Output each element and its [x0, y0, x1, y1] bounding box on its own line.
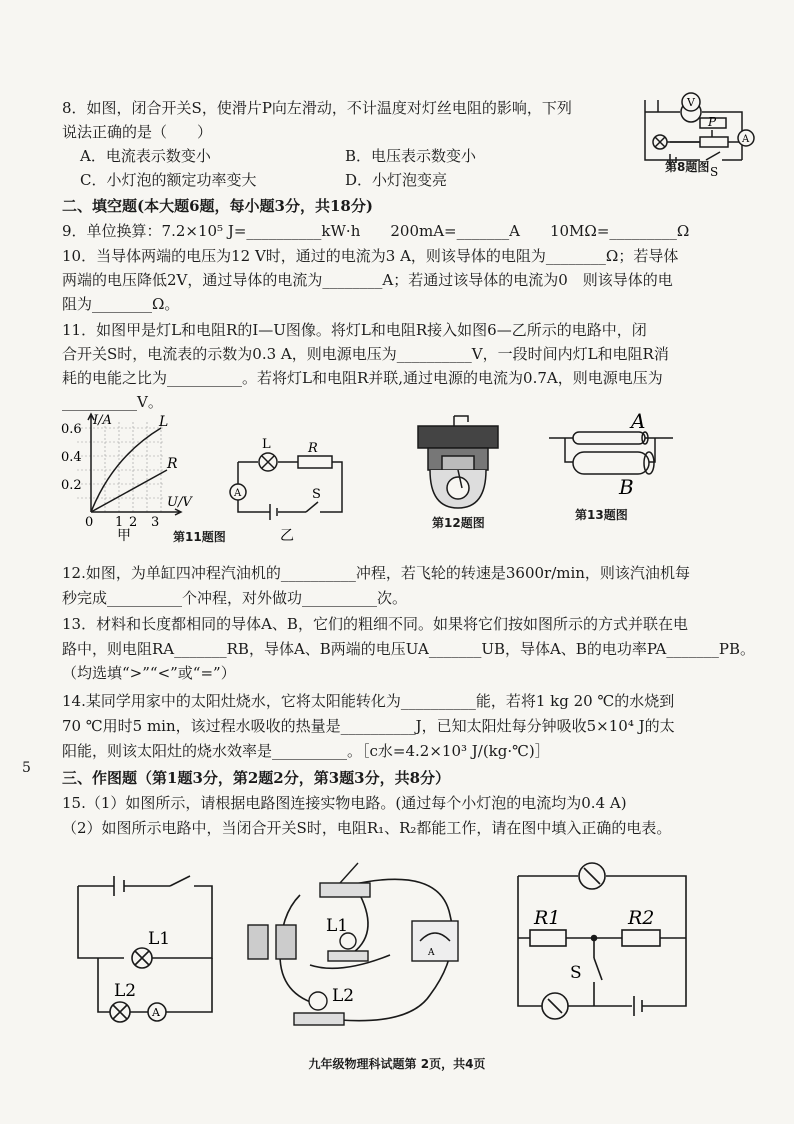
q12-line1: 12.如图，为单缸四冲程汽油机的__________冲程，若飞轮的转速是3600r/min，则该汽油机每 [62, 564, 690, 582]
q13-conductor-figure [545, 408, 675, 498]
q8-stem-line1: 8．如图，闭合开关S，使滑片P向左滑动，不计温度对灯丝电阻的影响，下列 [62, 99, 572, 117]
q15-fig1-l2-label: L2 [114, 981, 137, 1001]
q14-line2: 70 ℃用时5 min，该过程水吸收的热量是__________J，已知太阳灶每分钟吸收5×10⁴ J的太 [62, 717, 675, 735]
section-3-heading: 三、作图题（第1题3分，第2题2分，第3题3分，共8分） [62, 769, 451, 787]
q13-label-a: A [631, 409, 646, 433]
section-2-heading: 二、填空题(本大题6题，每小题3分，共18分) [62, 197, 373, 215]
q15-part2: （2）如图所示电路中，当闭合开关S时，电阻R₁、R₂都能工作，请在图中填入正确的电表。 [62, 819, 672, 837]
q14-line1: 14.某同学用家中的太阳灶烧水，它将太阳能转化为__________能，若将1 kg 20 ℃的水烧到 [62, 692, 675, 710]
q10-line3: 阻为________Ω。 [62, 295, 180, 313]
q11-x-tick: 2 [129, 515, 138, 530]
q11-x-tick: 0 [85, 515, 94, 530]
q11-x-tick: 3 [151, 515, 160, 530]
q13-label-b: B [619, 475, 634, 498]
q11-circuit-resistor-label: R [308, 441, 318, 456]
q13-line2: 路中，则电阻RA_______RB，导体A、B两端的电压UA_______UB，导体A、B的电功率PA_______PB。 [62, 640, 755, 658]
q8-figure-caption: 第8题图 [665, 160, 710, 174]
q15-fig1-l1-label: L1 [148, 929, 171, 949]
q11-y-tick: 0.2 [61, 478, 82, 493]
q13-line3: （均选填“>”“<”或“=”） [62, 664, 236, 682]
q11-x-axis-title: U/V [167, 495, 192, 510]
q11-line2: 合开关S时，电流表的示数为0.3 A，则电源电压为__________V，一段时间内灯L和电阻R消 [62, 345, 669, 363]
q11-circuit-ammeter-label: A [234, 488, 242, 499]
q15-fig2-l2-label: L2 [332, 986, 355, 1006]
q8-option-a: A．电流表示数变小 [80, 147, 211, 165]
q9-text: 9．单位换算：7.2×10⁵ J=__________kW·h 200mA=_______A 10MΩ=_________Ω [62, 222, 690, 240]
q11-line-label-r: R [167, 456, 178, 472]
q12-engine-figure [410, 412, 506, 512]
q13-line1: 13．材料和长度都相同的导体A、B，它们的粗细不同。如果将它们按如图所示的方式并联在电 [62, 615, 688, 633]
q15-fig3-r1-label: R1 [534, 907, 561, 929]
q11-curve-label-l: L [159, 414, 169, 430]
q11-sub-label-jia: 甲 [117, 528, 131, 542]
q11-line1: 11．如图甲是灯L和电阻R的I—U图像。将灯L和电阻R接入如图6—乙所示的电路中，闭 [62, 321, 647, 339]
q15-meter-fill-circuit [510, 858, 700, 1023]
q8-switch-label: S [710, 165, 719, 179]
q15-part1: 15.（1）如图所示，请根据电路图连接实物电路。(通过每个小灯泡的电流均为0.4 A) [62, 794, 627, 812]
q11-figure-caption: 第11题图 [173, 530, 226, 544]
q15-fig3-r2-label: R2 [628, 907, 655, 929]
q15-fig3-switch-label: S [570, 963, 582, 983]
q11-circuit-switch-label: S [312, 487, 321, 502]
q15-fig2-l1-label: L1 [326, 916, 349, 936]
q11-y-tick: 0.6 [61, 422, 82, 437]
q8-option-c: C．小灯泡的额定功率变大 [80, 171, 257, 189]
q11-circuit-lamp-label: L [262, 437, 271, 452]
q15-fig2-ammeter-label: A [428, 948, 435, 958]
q8-slider-label: P [708, 115, 717, 129]
q14-line3: 阳能，则该太阳灶的烧水效率是__________。［c水=4.2×10³ J/(kg·℃)］ [62, 742, 550, 760]
page-footer: 九年级物理科试题第 2页，共4页 [308, 1057, 486, 1071]
q15-fig1-ammeter-label: A [152, 1006, 160, 1019]
q12-line2: 秒完成__________个冲程，对外做功__________次。 [62, 589, 408, 607]
q11-iu-graph [55, 412, 205, 542]
q12-figure-caption: 第12题图 [432, 516, 485, 530]
q8-ammeter-label: A [742, 134, 750, 145]
q11-circuit-figure [220, 432, 350, 544]
q10-line2: 两端的电压降低2V，通过导体的电流为________A；若通过该导体的电流为0 则该导体的电 [62, 271, 673, 289]
q13-figure-caption: 第13题图 [575, 508, 628, 522]
q8-voltmeter-label: V [687, 96, 695, 109]
q8-option-b: B．电压表示数变小 [345, 147, 477, 165]
q8-stem-line2: 说法正确的是（ ） [62, 123, 213, 141]
q15-circuit-diagram [70, 872, 220, 1032]
q11-y-axis-title: I/A [93, 413, 112, 428]
q11-y-tick: 0.4 [61, 450, 82, 465]
q11-sub-label-yi: 乙 [280, 528, 294, 544]
q11-x-tick: 1 [115, 515, 124, 530]
q8-option-d: D．小灯泡变亮 [345, 171, 448, 189]
side-margin-mark: 5 [22, 760, 31, 776]
q11-line-r [91, 470, 167, 512]
q10-line1: 10．当导体两端的电压为12 V时，通过的电流为3 A，则该导体的电阻为________Ω；若导体 [62, 247, 679, 265]
q11-line4: __________V。 [62, 393, 163, 411]
q15-physical-components-figure [240, 855, 480, 1035]
q11-line3: 耗的电能之比为__________。若将灯L和电阻R并联,通过电源的电流为0.7A，则电源电压为 [62, 369, 663, 387]
